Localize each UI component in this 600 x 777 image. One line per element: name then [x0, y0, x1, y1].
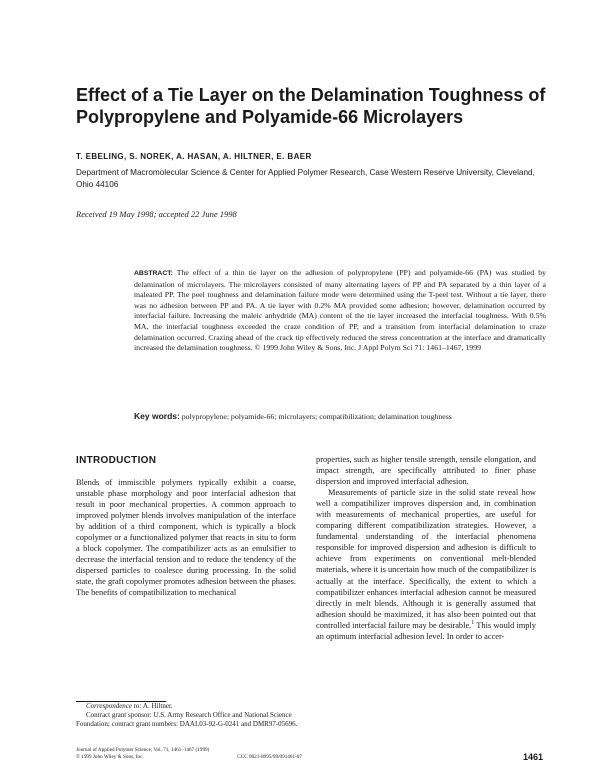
ccc-code: CCC 0021-8995/99/091461-07: [237, 754, 302, 760]
keywords-label: Key words:: [134, 411, 180, 421]
left-column: [76, 477, 296, 599]
keywords: [134, 411, 546, 422]
journal-row: [76, 754, 302, 761]
paragraph-text: Measurements of particle size in the solid state reveal how well a compatibilizer improves dispersion and, in combination with measurements of mechanical properties, are useful for comparing different compatibilization strategies. However, a fundamental understanding of the interfacial phenomena responsible for improved dispersion and adhesion is difficult to achieve from experiments on conventional melt-blended materials, where it is uncertain how much of the compatibilizer is actually at the interface. Specifically, the extent to which a compatibilizer enhances interfacial adhesion cannot be measured directly in melt blends. Although it is generally assumed that adhesion should be maximized, it has also been pointed out that controlled interfacial failure may be desirable.: [316, 488, 536, 630]
right-column: [316, 454, 536, 642]
reference-superscript[interactable]: 1: [471, 619, 475, 626]
abstract-label: ABSTRACT:: [134, 270, 173, 277]
paragraph: Blends of immiscible polymers typically exhibit a coarse, unstable phase morphology and poor interfacial adhesion that result in poor mechanical properties. A common approach to improved polymer blends involves manipulation of the interface by addition of a third component, which is typically a block copolymer or a functionalized polymer that reacts in situ to form a block copolymer. The compatibilizer acts as an emulsifier to decrease the interfacial tension and to reduce the tendency of the dispersed particles to coalesce during processing. In the solid state, the graft copolymer promotes adhesion between the phases. The benefits of compatibilization to mechanical: [76, 478, 296, 598]
author-list: T. EBELING, S. NOREK, A. HASAN, A. HILTNER, E. BAER: [76, 152, 312, 161]
keywords-text: polypropylene; polyamide-66; microlayers; compatibilization; delamination toughness: [181, 412, 452, 421]
affiliation: Department of Macromolecular Science & Center for Applied Polymer Research, Case Western Reserve University, Cleveland, Ohio 44106: [76, 168, 535, 189]
received-dates: Received 19 May 1998; accepted 22 June 1998: [76, 209, 237, 219]
paper-title: Effect of a Tie Layer on the Delamination Toughness of Polypropylene and Polyamide-66 Microlayers: [76, 85, 546, 127]
journal-info: [76, 747, 302, 761]
correspondence-label: Correspondence to:: [86, 702, 142, 710]
journal-citation: Journal of Applied Polymer Science, Vol. 71, 1461–1467 (1999): [76, 747, 210, 753]
page-number: 1461: [523, 752, 544, 762]
section-heading-introduction: INTRODUCTION: [76, 455, 157, 466]
copyright-line: © 1999 John Wiley & Sons, Inc.: [76, 754, 144, 760]
footnote: [76, 702, 298, 729]
grant-note: Contract grant sponsor: U.S. Army Research Office and National Science Foundation; contract grant numbers: DAAL03-92-G-0241 and DMR97-05696.: [76, 711, 298, 728]
paragraph: properties, such as higher tensile strength, tensile elongation, and impact strength, are specifically attributed to finer phase dispersion and improved interfacial adhesion.: [316, 455, 536, 487]
paragraph: [316, 487, 536, 642]
abstract-text: The effect of a thin tie layer on the adhesion of polypropylene (PP) and polyamide-66 (PA) was studied by delamination of microlayers. The microlayers consisted of many alternating layers of PP and PA separated by a thin layer of a maleated PP. The peel toughness and delamination failure mode were determined using the T-peel test. Without a tie layer, there was no adhesion between PP and PA. A tie layer with 0.2% MA provided some adhesion; however, delamination occurred by interfacial failure. Increasing the maleic anhydride (MA) content of the tie layer increased the interfacial toughness. With 0.5% MA, the interfacial toughness exceeded the craze condition of PP, and a transition from interfacial delamination to craze delamination occurred. Crazing ahead of the crack tip effectively reduced the stress concentration at the interface and dramatically increased the delamination toughness. © 1999 John Wiley & Sons, Inc. J Appl Polym Sci 71: 1461–1467, 1999: [134, 268, 547, 353]
abstract: [134, 268, 546, 354]
correspondence-name: A. Hiltner.: [141, 702, 173, 710]
paragraph-text: This would imply an optimum interfacial adhesion level. In order to accer-: [316, 620, 536, 641]
correspondence-note: [76, 702, 298, 711]
